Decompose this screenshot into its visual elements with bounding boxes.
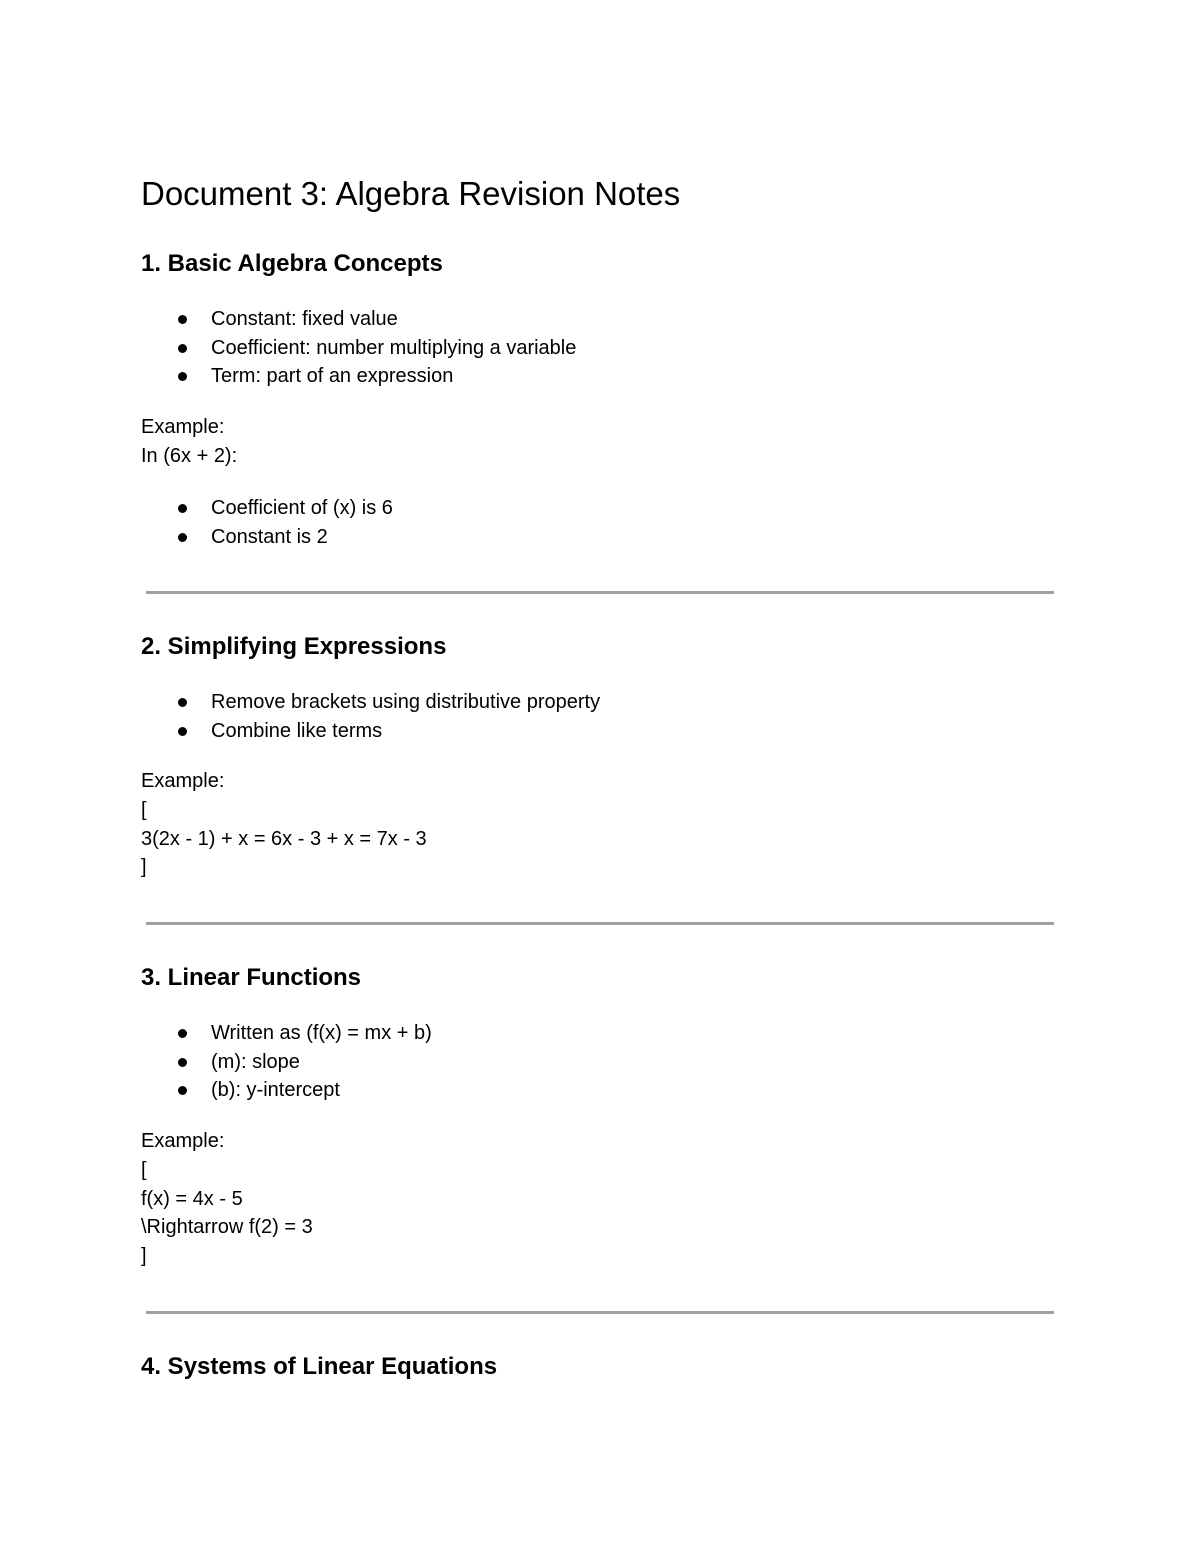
example-line: [ — [141, 798, 147, 821]
bullet-icon — [178, 1086, 187, 1095]
list-item-text: (b): y-intercept — [211, 1079, 340, 1101]
bullet-icon — [178, 372, 187, 381]
list-item — [0, 1076, 432, 1105]
bullet-icon — [178, 533, 187, 542]
list-item-text: Written as (f(x) = mx + b) — [211, 1022, 432, 1044]
section-divider — [146, 591, 1054, 594]
bullet-icon — [178, 504, 187, 513]
example-label: Example: — [141, 1130, 225, 1152]
bullet-icon — [178, 344, 187, 353]
list-item-text: Coefficient: number multiplying a variable — [211, 336, 577, 359]
list-item-text: Combine like terms — [211, 719, 383, 742]
list-item-text: Constant is 2 — [211, 525, 328, 548]
list-item-text: Constant: fixed value — [211, 308, 398, 330]
example-block-simplifying — [141, 767, 427, 882]
list-item — [0, 334, 576, 363]
example-line: f(x) = 4x - 5 — [141, 1187, 243, 1210]
section-heading-simplifying: 2. Simplifying Expressions — [141, 633, 447, 660]
example-line: ] — [141, 856, 147, 879]
list-item — [0, 362, 576, 391]
page-title: Document 3: Algebra Revision Notes — [141, 175, 681, 212]
list-item-text: Term: part of an expression — [211, 365, 454, 387]
list-item — [0, 1019, 432, 1048]
bullet-icon — [178, 727, 187, 736]
list-item-text: Coefficient of (x) is 6 — [211, 497, 393, 519]
section-heading-basic-algebra: 1. Basic Algebra Concepts — [141, 250, 443, 277]
bullet-icon — [178, 698, 187, 707]
example-label: Example: — [141, 416, 225, 438]
list-item-text: Remove brackets using distributive property — [211, 691, 601, 713]
example-line: In (6x + 2): — [141, 444, 238, 467]
example-line: \Rightarrow f(2) = 3 — [141, 1216, 313, 1239]
list-item — [0, 688, 600, 717]
list-item — [0, 305, 576, 334]
list-item — [0, 717, 600, 746]
concepts-bullet-list — [0, 305, 576, 391]
example-block-linear — [141, 1127, 313, 1271]
example-line: ] — [141, 1245, 147, 1268]
list-item — [0, 523, 393, 552]
bullet-icon — [178, 1058, 187, 1067]
bullet-icon — [178, 1029, 187, 1038]
section-heading-linear-functions: 3. Linear Functions — [141, 964, 362, 991]
example-block-basic — [141, 413, 237, 471]
section-divider — [146, 922, 1054, 925]
example-line: 3(2x - 1) + x = 6x - 3 + x = 7x - 3 — [141, 827, 427, 850]
section-divider — [146, 1311, 1054, 1314]
section-heading-systems: 4. Systems of Linear Equations — [141, 1353, 498, 1380]
bullet-icon — [178, 315, 187, 324]
list-item — [0, 494, 393, 523]
example-label: Example: — [141, 770, 225, 792]
linear-functions-bullet-list — [0, 1019, 432, 1105]
example-bullet-list — [0, 494, 393, 551]
list-item — [0, 1048, 432, 1077]
list-item-text: (m): slope — [211, 1050, 300, 1073]
example-line: [ — [141, 1158, 147, 1181]
simplifying-bullet-list — [0, 688, 600, 745]
